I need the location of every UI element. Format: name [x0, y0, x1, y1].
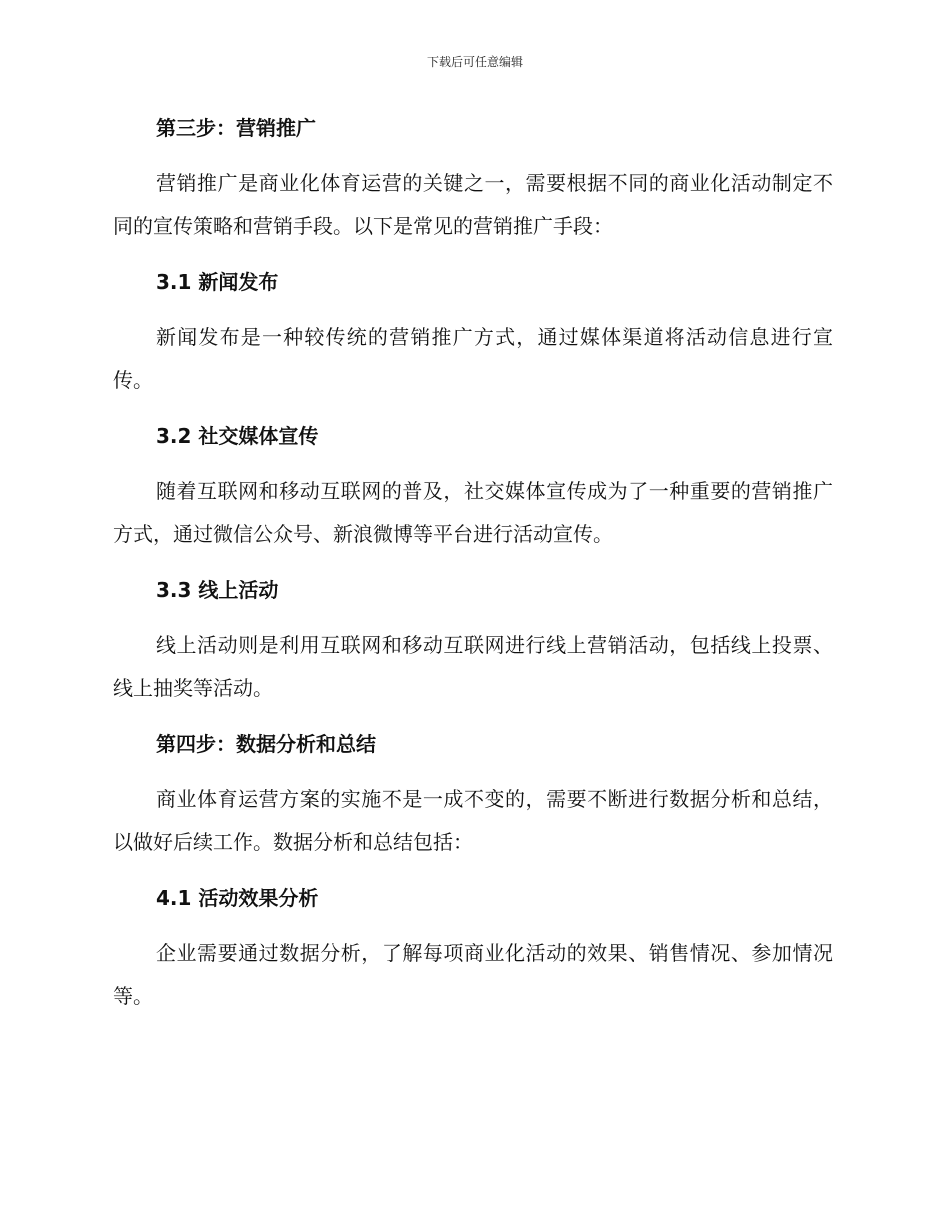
section-paragraph: 新闻发布是一种较传统的营销推广方式，通过媒体渠道将活动信息进行宣传。: [113, 325, 833, 392]
section-paragraph: 随着互联网和移动互联网的普及，社交媒体宣传成为了一种重要的营销推广方式，通过微信公众号、新浪微博等平台进行活动宣传。: [113, 479, 833, 546]
section-heading: 3.1 新闻发布: [156, 270, 279, 294]
section-paragraph: 线上活动则是利用互联网和移动互联网进行线上营销活动，包括线上投票、线上抽奖等活动。: [113, 633, 833, 700]
section-paragraph: 营销推广是商业化体育运营的关键之一，需要根据不同的商业化活动制定不同的宣传策略和营销手段。以下是常见的营销推广手段：: [113, 171, 833, 238]
section-paragraph: 商业体育运营方案的实施不是一成不变的，需要不断进行数据分析和总结，以做好后续工作。数据分析和总结包括：: [113, 787, 833, 854]
section-heading: 3.2 社交媒体宣传: [156, 424, 319, 448]
section-paragraph: 企业需要通过数据分析，了解每项商业化活动的效果、销售情况、参加情况等。: [113, 941, 833, 1008]
section-heading: 4.1 活动效果分析: [156, 886, 319, 910]
section-heading: 3.3 线上活动: [156, 578, 279, 602]
section-heading: 第四步：数据分析和总结: [156, 732, 376, 756]
page-header-note: 下载后可任意编辑: [426, 55, 523, 69]
section-heading: 第三步：营销推广: [156, 116, 316, 140]
document-body: [113, 110, 833, 1018]
